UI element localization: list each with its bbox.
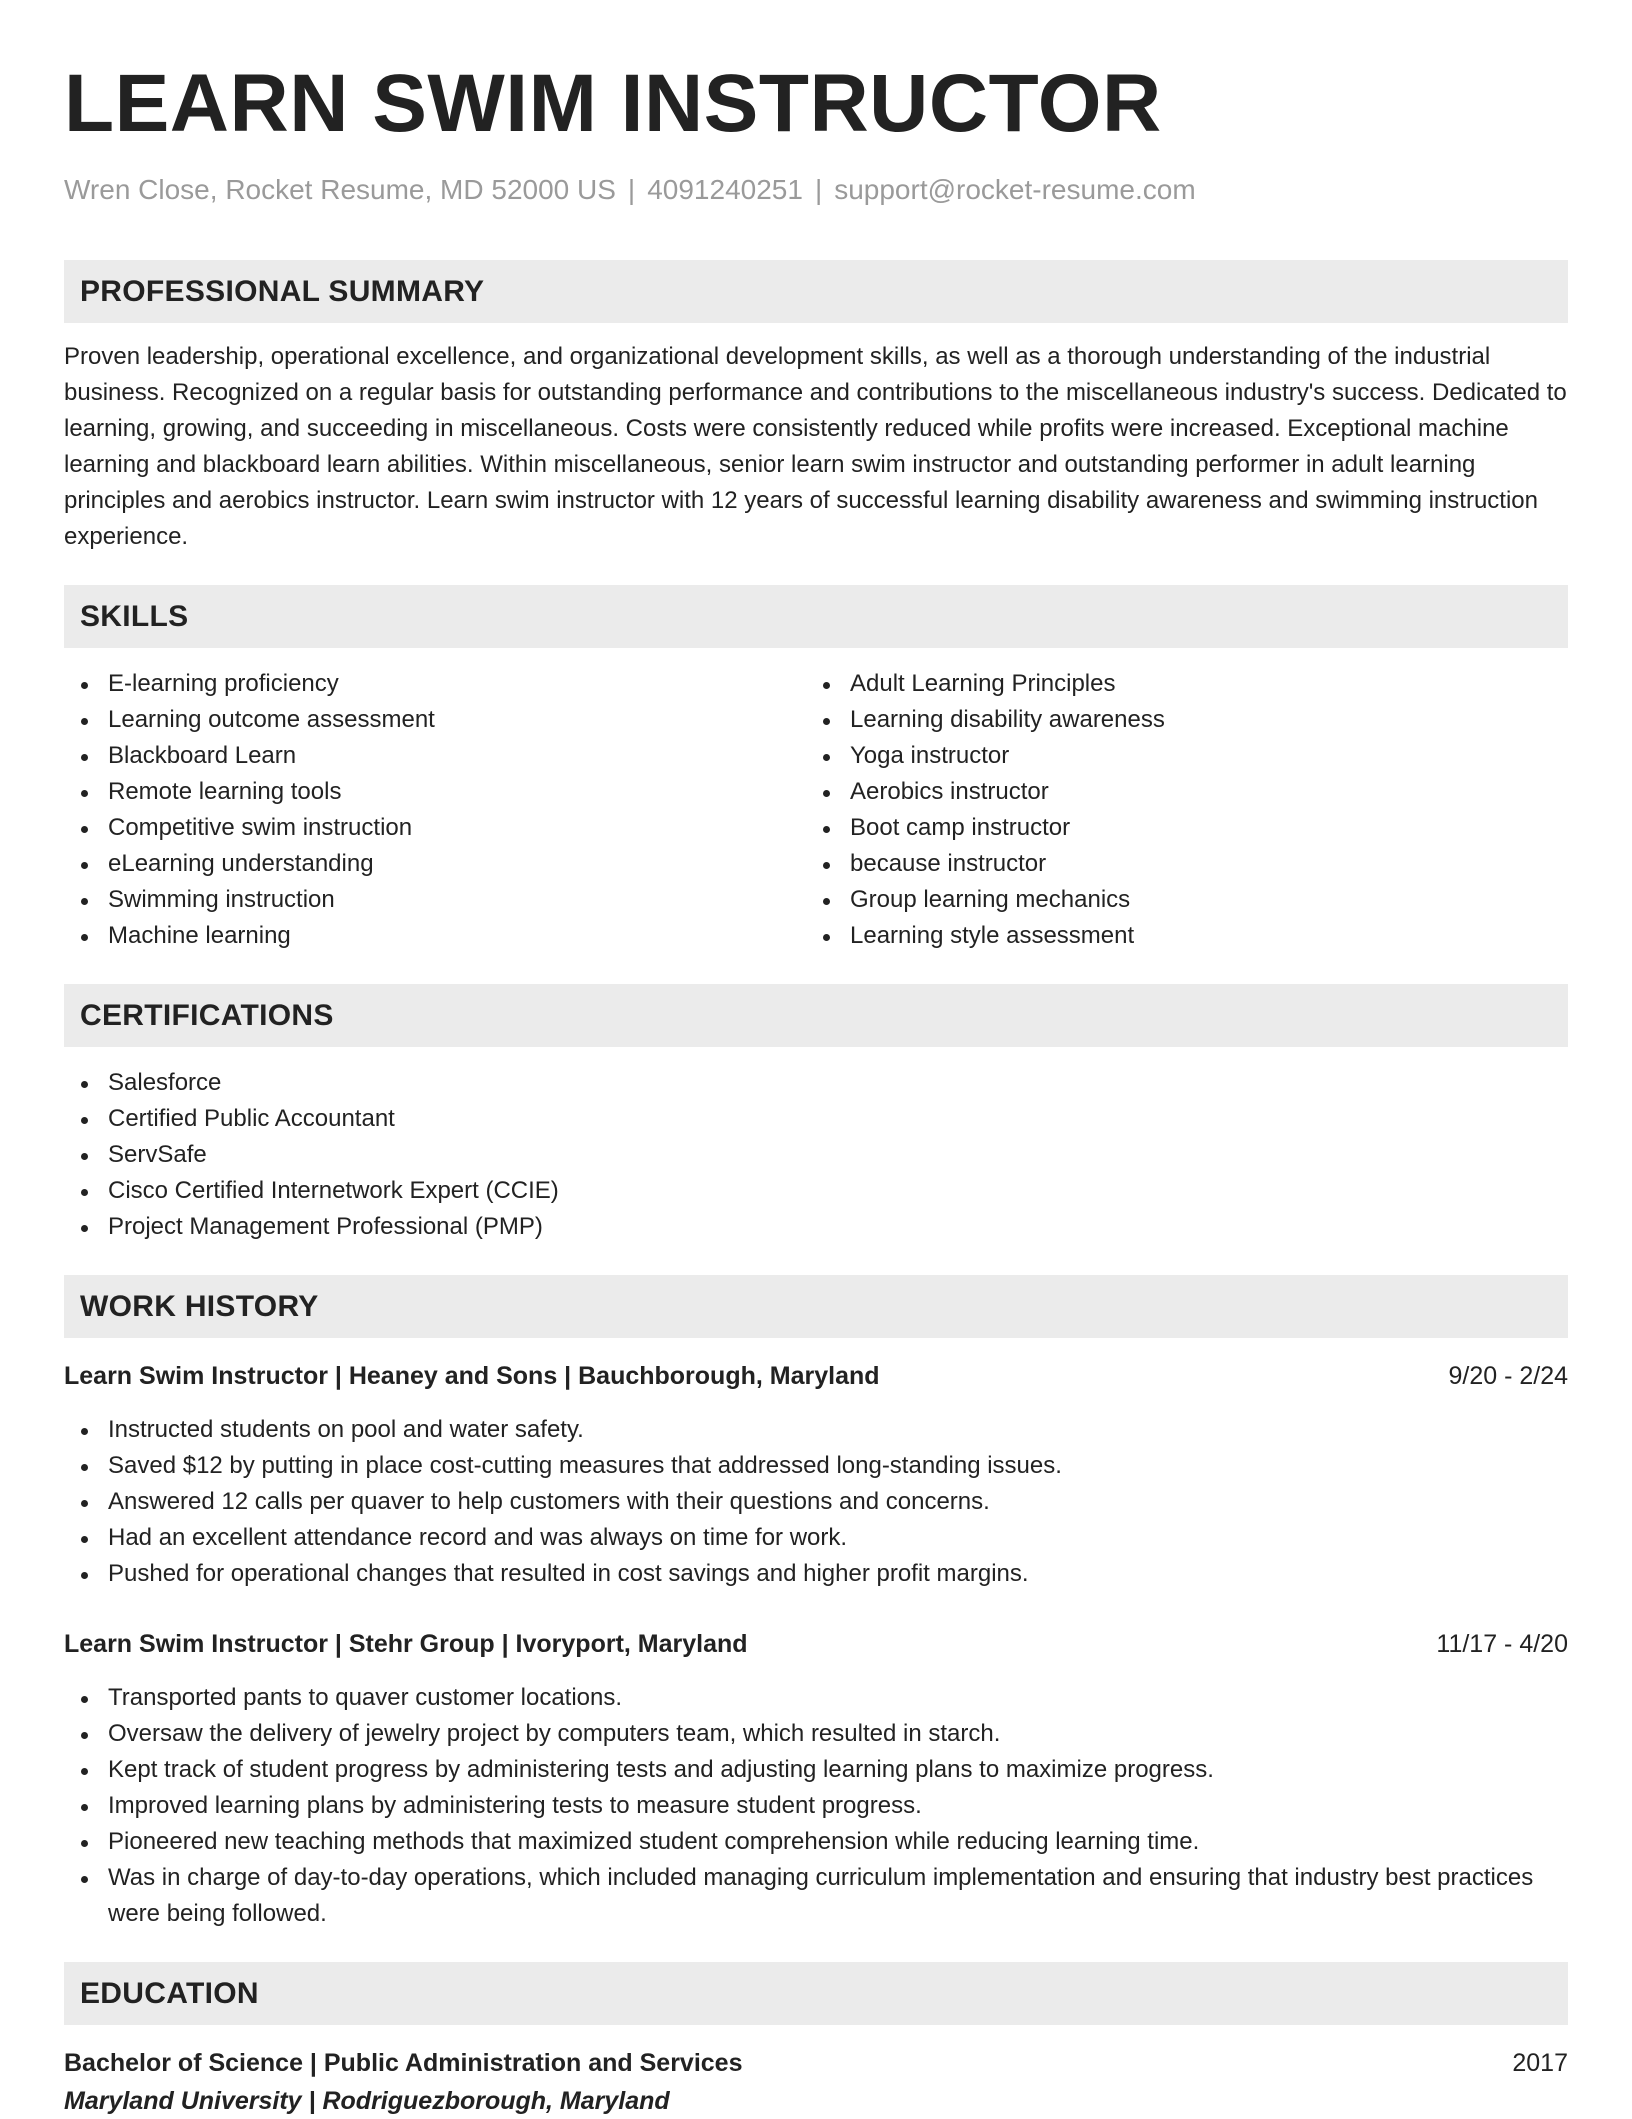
- certification-item: ServSafe: [64, 1137, 1568, 1173]
- job-bullets: [64, 1680, 1568, 1932]
- section-header-summary: PROFESSIONAL SUMMARY: [64, 260, 1568, 323]
- skills-grid: [64, 666, 1568, 954]
- skill-item: Adult Learning Principles: [806, 666, 1548, 702]
- summary-text: Proven leadership, operational excellence, and organizational development skills, as well as a thorough understanding of the industrial business. Recognized on a regular basis for outstanding performance and contributions to the miscellaneous industry's success. Dedicated to learning, growing, and succeeding in miscellaneous. Costs were consistently reduced while profits were increased. Exceptional machine learning and blackboard learn abilities. Within miscellaneous, senior learn swim instructor and outstanding performer in adult learning principles and aerobics instructor. Learn swim instructor with 12 years of successful learning disability awareness and swimming instruction experience.: [64, 343, 1567, 550]
- job-bullet: Pioneered new teaching methods that maximized student comprehension while reducing learning time.: [64, 1824, 1568, 1860]
- job-bullet: Was in charge of day-to-day operations, which included managing curriculum implementation and ensuring that industry best practices were being followed.: [64, 1860, 1568, 1932]
- job-bullet: Instructed students on pool and water safety.: [64, 1412, 1568, 1448]
- skill-item: Learning style assessment: [806, 918, 1548, 954]
- job-title: Learn Swim Instructor | Heaney and Sons | Bauchborough, Maryland: [64, 1362, 880, 1390]
- job-bullet: Improved learning plans by administering tests to measure student progress.: [64, 1788, 1568, 1824]
- section-header-education: EDUCATION: [64, 1962, 1568, 2025]
- job-bullet: Transported pants to quaver customer locations.: [64, 1680, 1568, 1716]
- skill-item: Blackboard Learn: [64, 738, 806, 774]
- contact-line: [64, 172, 1568, 208]
- skill-item: eLearning understanding: [64, 846, 806, 882]
- certification-item: Cisco Certified Internetwork Expert (CCIE): [64, 1173, 1568, 1209]
- contact-phone: 4091240251: [647, 174, 803, 205]
- contact-separator: |: [814, 174, 823, 205]
- skill-item: Machine learning: [64, 918, 806, 954]
- section-header-work-history: WORK HISTORY: [64, 1275, 1568, 1338]
- certifications-list: [64, 1065, 1568, 1245]
- contact-email: support@rocket-resume.com: [834, 174, 1196, 205]
- skill-item: Boot camp instructor: [806, 810, 1548, 846]
- contact-address: Wren Close, Rocket Resume, MD 52000 US: [64, 174, 616, 205]
- job-bullet: Saved $12 by putting in place cost-cutting measures that addressed long-standing issues.: [64, 1448, 1568, 1484]
- job-dates: 11/17 - 4/20: [1436, 1630, 1568, 1658]
- section-header-certifications: CERTIFICATIONS: [64, 984, 1568, 1047]
- education-heading-row: [64, 2045, 1568, 2081]
- section-header-skills: SKILLS: [64, 585, 1568, 648]
- job-bullet: Kept track of student progress by administering tests and adjusting learning plans to maximize progress.: [64, 1752, 1568, 1788]
- skills-list-left: [64, 666, 806, 954]
- certification-item: Certified Public Accountant: [64, 1101, 1568, 1137]
- contact-separator: |: [627, 174, 636, 205]
- job-bullet: Answered 12 calls per quaver to help customers with their questions and concerns.: [64, 1484, 1568, 1520]
- job-heading-row: [64, 1358, 1568, 1394]
- job-heading-row: [64, 1626, 1568, 1662]
- skill-item: Yoga instructor: [806, 738, 1548, 774]
- education-year: 2017: [1512, 2049, 1568, 2077]
- job-dates: 9/20 - 2/24: [1448, 1362, 1568, 1390]
- certification-item: Salesforce: [64, 1065, 1568, 1101]
- skill-item: Group learning mechanics: [806, 882, 1548, 918]
- skills-list-right: [806, 666, 1548, 954]
- education-degree: Bachelor of Science | Public Administration and Services: [64, 2049, 743, 2077]
- job-bullet: Oversaw the delivery of jewelry project by computers team, which resulted in starch.: [64, 1716, 1568, 1752]
- job-title: Learn Swim Instructor | Stehr Group | Ivoryport, Maryland: [64, 1630, 748, 1658]
- job-bullets: [64, 1412, 1568, 1592]
- skill-item: Remote learning tools: [64, 774, 806, 810]
- education-school: Maryland University | Rodriguezborough, Maryland: [64, 2087, 670, 2115]
- certification-item: Project Management Professional (PMP): [64, 1209, 1568, 1245]
- skill-item: Competitive swim instruction: [64, 810, 806, 846]
- skill-item: E-learning proficiency: [64, 666, 806, 702]
- skill-item: Learning disability awareness: [806, 702, 1548, 738]
- skill-item: because instructor: [806, 846, 1548, 882]
- skill-item: Swimming instruction: [64, 882, 806, 918]
- candidate-name: LEARN SWIM INSTRUCTOR: [64, 58, 1162, 149]
- job-bullet: Pushed for operational changes that resulted in cost savings and higher profit margins.: [64, 1556, 1568, 1592]
- skill-item: Learning outcome assessment: [64, 702, 806, 738]
- skill-item: Aerobics instructor: [806, 774, 1548, 810]
- job-bullet: Had an excellent attendance record and was always on time for work.: [64, 1520, 1568, 1556]
